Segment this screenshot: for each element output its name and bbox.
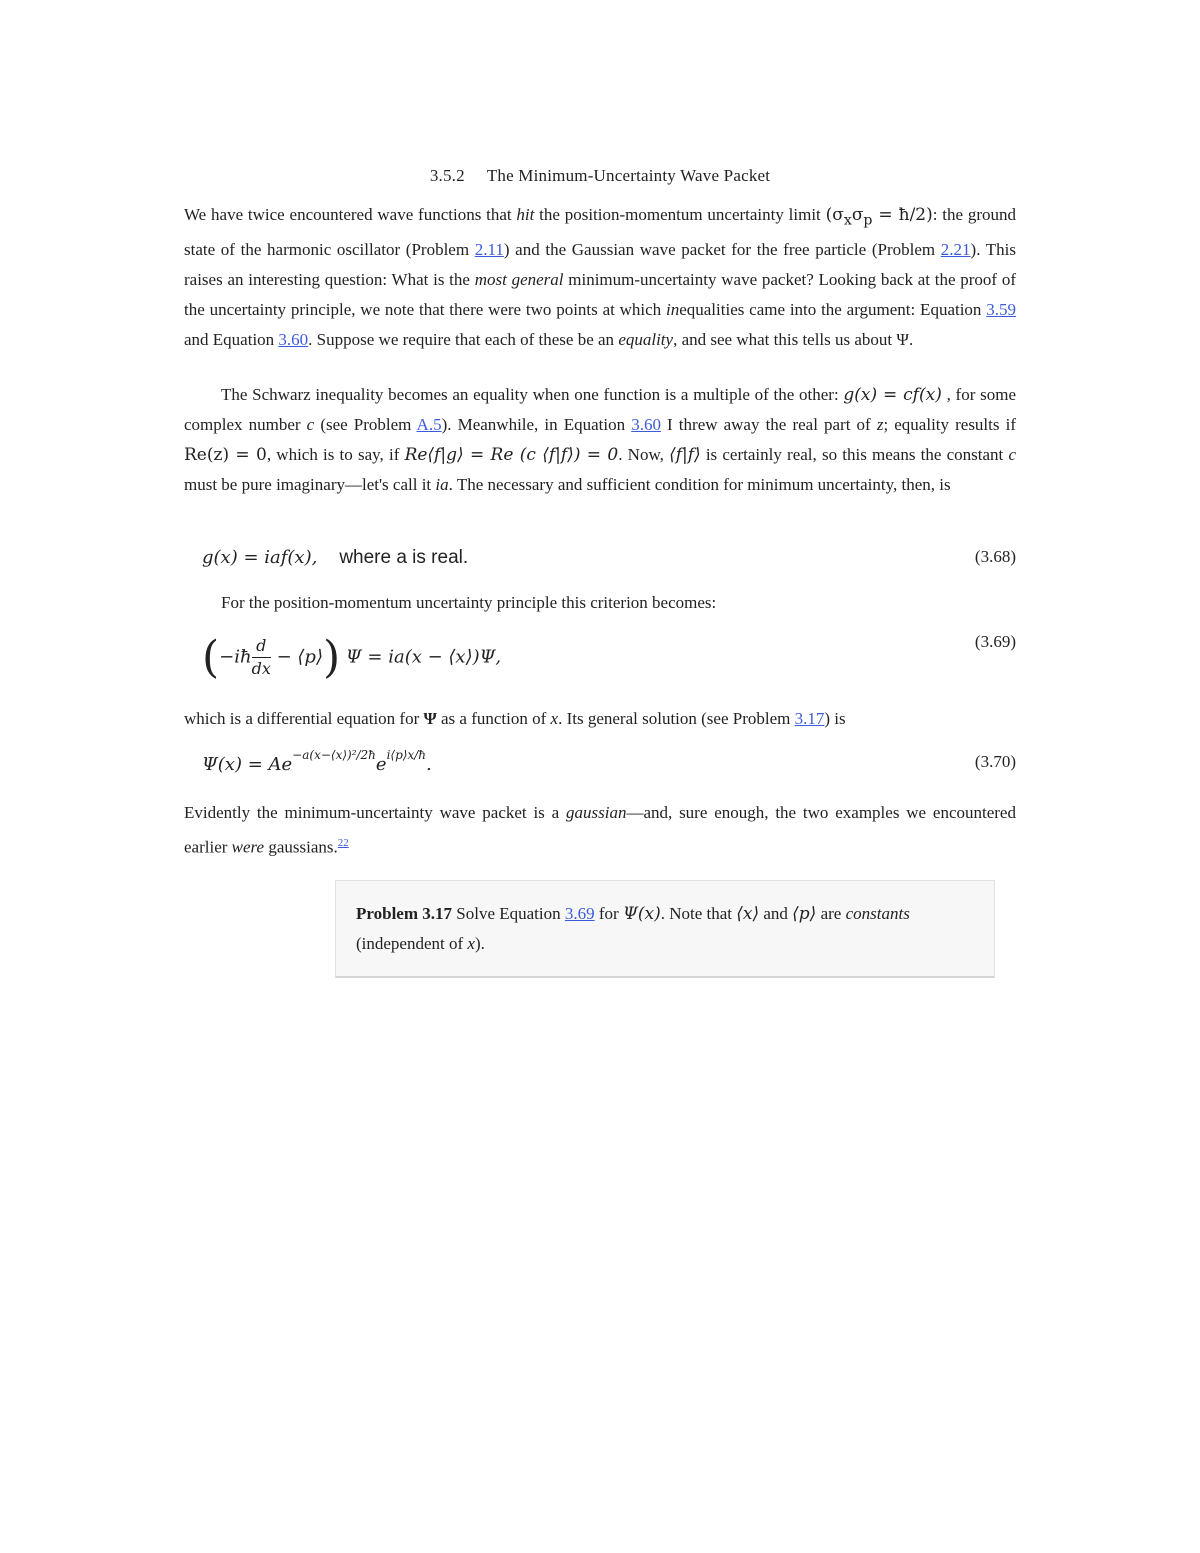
math: x (550, 709, 559, 728)
text: For the position-momentum uncertainty principle this criterion becomes: (221, 593, 717, 612)
emphasis: were (231, 837, 265, 857)
math: −iħ (219, 646, 252, 668)
paragraph-schwarz (184, 380, 1016, 500)
equation-number: (3.70) (974, 752, 1016, 771)
paragraph-conclusion (184, 798, 1016, 863)
text: The Schwarz inequality becomes an equality when one function is a multiple of the other: (221, 385, 844, 404)
text: and Equation (184, 330, 279, 350)
emphasis: hit (516, 205, 535, 224)
text: minimum-uncertainty wave packet? Looking back at the proof of the uncertainty principle, we note that there were two points at which (184, 270, 1016, 320)
text: equalities came into the argument: Equation (679, 300, 987, 320)
math: . (426, 754, 432, 775)
math: (σ (825, 205, 844, 225)
section-title: The Minimum-Uncertainty Wave Packet (486, 166, 771, 185)
text: . Its general solution (see Problem (558, 709, 795, 728)
text: for (594, 904, 623, 923)
paragraph-intro (184, 200, 1016, 355)
text: ) and the Gaussian wave packet for the free particle (Problem (503, 240, 941, 260)
text: ; equality results if (883, 415, 1016, 434)
paragraph-criterion (184, 588, 1016, 618)
equation-number: (3.69) (974, 632, 1016, 651)
paragraph-solution (184, 704, 1016, 734)
text: ). Meanwhile, in Equation (441, 415, 632, 434)
math: Ψ(x) = Ae (202, 754, 293, 775)
math: ⟨x⟩ (736, 904, 760, 924)
math: Re⟨f|g⟩ = Re (c ⟨f|f⟩) = 0 (404, 445, 619, 465)
math: σ (851, 205, 864, 225)
text: Solve Equation (452, 904, 565, 923)
emphasis: most general (474, 270, 564, 290)
math: c (1008, 445, 1016, 464)
link-equation-3-60[interactable]: 3.60 (278, 330, 309, 350)
math: c (306, 415, 315, 434)
fraction-denominator: dx (251, 659, 271, 678)
text: which is a differential equation for (184, 709, 424, 728)
math: Re(z) = 0 (184, 445, 267, 465)
right-paren: ) (322, 632, 341, 683)
text: ). (474, 934, 485, 953)
section-number: 3.5.2 (429, 166, 465, 185)
link-problem-a-5[interactable]: A.5 (416, 415, 442, 434)
fraction-numerator: d (252, 635, 271, 658)
left-paren: ( (202, 632, 220, 683)
math: Ψ (423, 709, 437, 728)
math: − ⟨p⟩ (276, 646, 323, 668)
section-heading (184, 166, 1016, 186)
link-equation-3-60[interactable]: 3.60 (631, 415, 661, 434)
link-equation-3-59[interactable]: 3.59 (986, 300, 1016, 320)
math: ⟨p⟩ (792, 904, 817, 924)
equation-number: (3.68) (974, 547, 1016, 566)
link-problem-2-21[interactable]: 2.21 (940, 240, 971, 260)
link-problem-3-17[interactable]: 3.17 (794, 709, 825, 728)
footnote-link-22[interactable]: 22 (337, 837, 349, 849)
math: g(x) = cf(x) (843, 385, 942, 405)
equation-expression: g(x) = iaf(x), (202, 547, 318, 568)
fraction-d-dx (252, 635, 271, 680)
text: must be pure imaginary—let's call it (184, 475, 436, 494)
text: the position-momentum uncertainty limit (534, 205, 826, 224)
text: and (759, 904, 793, 923)
problem-3-17-box (335, 880, 995, 978)
text: (independent of (356, 934, 468, 953)
text: . The necessary and sufficient condition for minimum uncertainty, then, is (448, 475, 951, 494)
text: I threw away the real part of (660, 415, 877, 434)
emphasis: constants (845, 904, 910, 923)
emphasis: in (665, 300, 680, 320)
math: Ψ(x) (622, 904, 661, 924)
text: , which is to say, if (266, 445, 405, 464)
math: Ψ = ia(x − ⟨x⟩)Ψ, (345, 646, 502, 668)
math: ia (435, 475, 449, 494)
math-sub: x (843, 212, 852, 229)
problem-text (356, 899, 978, 959)
text: ). This raises an interesting question: What is the (184, 240, 1017, 290)
math-exponent: −a(x−⟨x⟩)²/2ħ (292, 748, 376, 762)
link-equation-3-69[interactable]: 3.69 (564, 904, 595, 923)
math-exponent: i⟨p⟩x/ħ (386, 748, 426, 762)
text: ) is (824, 709, 846, 728)
text: . Note that (660, 904, 737, 923)
math: = ħ/2) (872, 205, 933, 225)
text: . Suppose we require that each of these be an (308, 330, 619, 350)
problem-label: Problem 3.17 (356, 904, 453, 923)
uncertainty-limit-math (825, 205, 933, 229)
link-problem-2-11[interactable]: 2.11 (474, 240, 504, 260)
text: : the ground state of the harmonic oscillator (Problem (184, 205, 1017, 260)
text: . Now, (618, 445, 670, 464)
text: is certainly real, so this means the constant (700, 445, 1009, 464)
equation-3-69 (184, 632, 1016, 692)
emphasis: equality (618, 330, 674, 350)
text: gaussians. (264, 837, 338, 857)
emphasis: gaussian (565, 803, 627, 822)
math: ⟨f|f⟩ (669, 445, 701, 465)
text: are (816, 904, 846, 923)
text: , for some complex number (184, 385, 1016, 434)
text: , and see what this tells us about Ψ. (673, 330, 914, 350)
text: We have twice encountered wave functions that (184, 205, 517, 224)
text: Evidently the minimum-uncertainty wave packet is a (184, 803, 566, 822)
text: —and, sure enough, the two examples we encountered earlier (184, 803, 1016, 857)
math-sub: p (863, 212, 873, 229)
text: (see Problem (314, 415, 417, 434)
math: e (375, 754, 387, 775)
math: z (876, 415, 884, 434)
text: as a function of (436, 709, 551, 728)
equation-condition: where a is real. (339, 547, 469, 568)
math: x (467, 934, 475, 953)
